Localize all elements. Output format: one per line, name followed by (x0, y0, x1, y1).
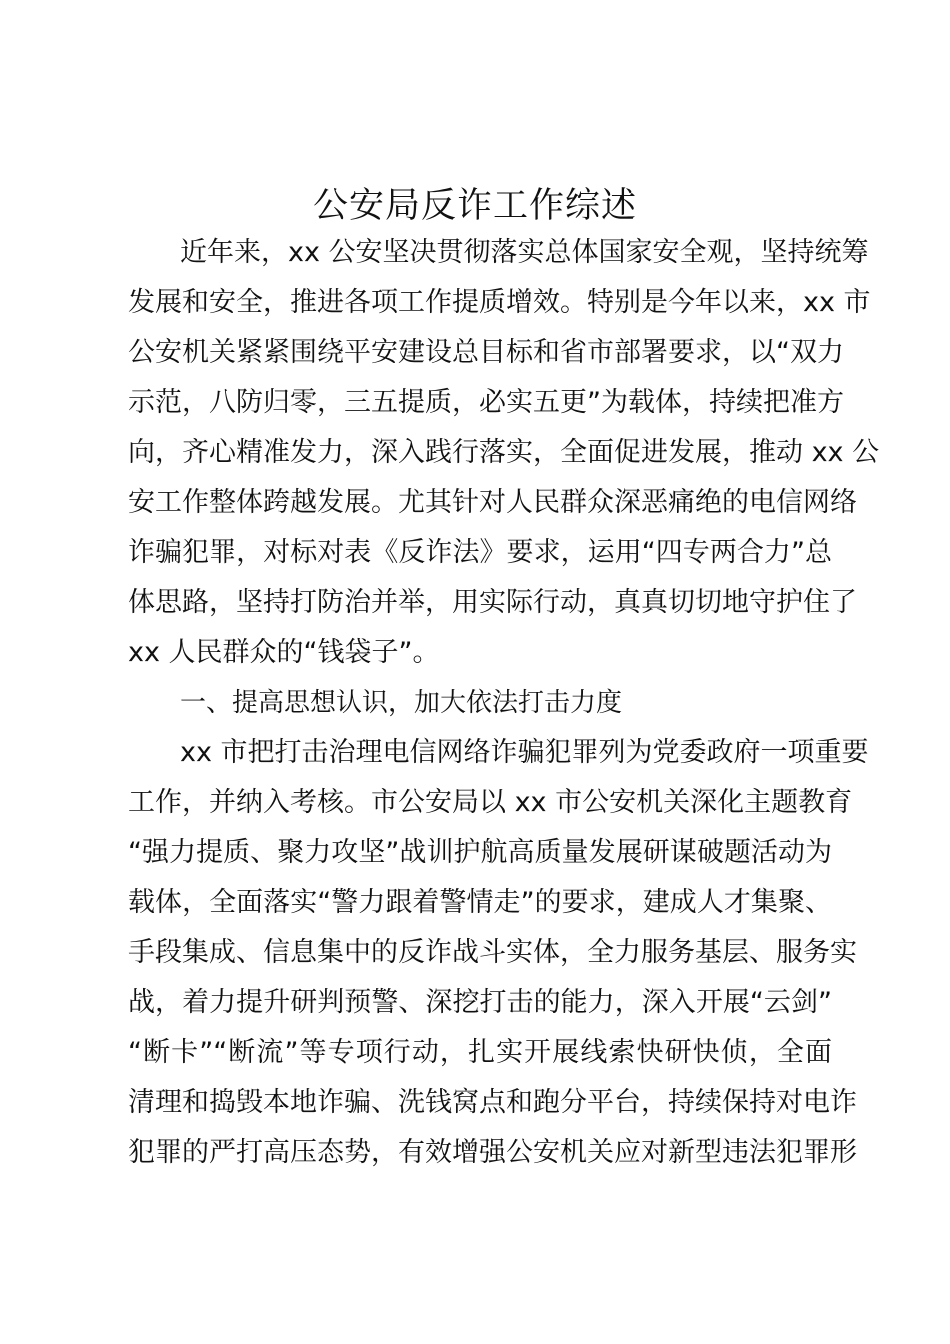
paragraph-line: xx 人民群众的“钱袋子”。 (128, 637, 440, 668)
paragraph-line: 安工作整体跨越发展。尤其针对人民群众深恶痛绝的电信网络 (128, 487, 857, 518)
paragraph-line: 犯罪的严打高压态势，有效增强公安机关应对新型违法犯罪形 (128, 1137, 857, 1168)
paragraph-line: 战，着力提升研判预警、深挖打击的能力，深入开展“云剑” (128, 987, 832, 1018)
paragraph-line: 体思路，坚持打防治并举，用实际行动，真真切切地守护住了 (128, 587, 857, 618)
paragraph-line: 公安机关紧紧围绕平安建设总目标和省市部署要求，以“双力 (128, 337, 844, 368)
paragraph-line: “强力提质、聚力攻坚”战训护航高质量发展研谋破题活动为 (128, 837, 832, 868)
paragraph-line: 清理和捣毁本地诈骗、洗钱窝点和跑分平台，持续保持对电诈 (128, 1087, 857, 1118)
paragraph-line: 示范，八防归零，三五提质，必实五更”为载体，持续把准方 (128, 387, 844, 418)
paragraph-line: 诈骗犯罪，对标对表《反诈法》要求，运用“四专两合力”总 (128, 537, 832, 568)
paragraph-line: 发展和安全，推进各项工作提质增效。特别是今年以来，xx 市 (128, 287, 871, 318)
paragraph-line: 近年来，xx 公安坚决贯彻落实总体国家安全观，坚持统筹 (180, 237, 869, 268)
document-title: 公安局反诈工作综述 (312, 186, 637, 226)
paragraph-line: 向，齐心精准发力，深入践行落实，全面促进发展，推动 xx 公 (128, 437, 880, 468)
paragraph-line: 工作，并纳入考核。市公安局以 xx 市公安机关深化主题教育 (128, 787, 853, 818)
paragraph-line: 载体，全面落实“警力跟着警情走”的要求，建成人才集聚、 (128, 887, 832, 918)
paragraph-line: xx 市把打击治理电信网络诈骗犯罪列为党委政府一项重要 (180, 737, 869, 768)
paragraph-line: 手段集成、信息集中的反诈战斗实体，全力服务基层、服务实 (128, 937, 857, 968)
paragraph-line: “断卡”“断流”等专项行动，扎实开展线索快研快侦，全面 (128, 1037, 832, 1068)
section-heading: 一、提高思想认识，加大依法打击力度 (180, 688, 623, 718)
